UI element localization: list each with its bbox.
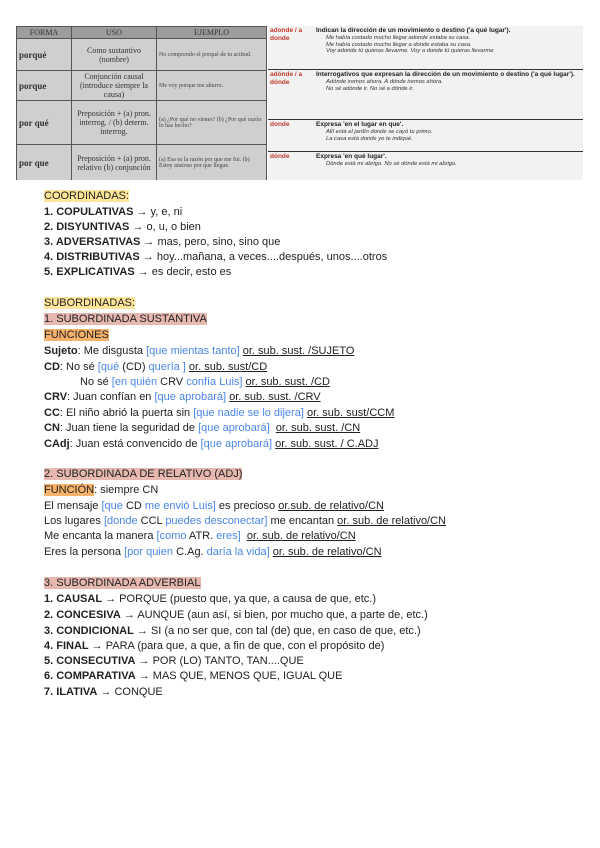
row-example: Me había costado mucho llegar adonde estaba su casa.	[326, 35, 471, 41]
text-segment: [en quién	[111, 376, 158, 388]
text-segment: 5. EXPLICATIVAS	[44, 266, 135, 278]
section-heading	[44, 313, 207, 325]
example-line	[44, 546, 382, 558]
text-segment: → POR (LO) TANTO, TAN....QUE	[135, 655, 304, 667]
text-segment: [donde	[103, 515, 138, 527]
text-segment: [que nadie se lo dijera]	[193, 407, 304, 419]
text-segment: 1. COPULATIVAS	[44, 206, 134, 218]
list-item	[44, 221, 201, 233]
text-segment: [qué	[97, 361, 120, 373]
text-segment: or. sub. sust/CCM	[306, 407, 395, 419]
text-segment: : siempre CN	[94, 484, 159, 496]
row-desc: Indican la dirección de un movimiento o destino ('a qué lugar').	[316, 27, 511, 34]
text-segment: → SI (a no ser que, con tal (de) que, en caso de que, etc.)	[133, 625, 421, 637]
example-line	[44, 407, 394, 419]
list-item	[44, 251, 387, 263]
list-item	[44, 609, 428, 621]
text-segment: 3. ADVERSATIVAS	[44, 236, 141, 248]
text-segment: 4. FINAL	[44, 640, 89, 652]
text-segment: CD	[44, 361, 60, 373]
text-segment: → MAS QUE, MENOS QUE, IGUAL QUE	[135, 670, 343, 682]
text-segment: quería ]	[148, 361, 186, 373]
text-segment: ATR.	[186, 530, 217, 542]
example-line	[44, 500, 384, 512]
row-key: adonde / a donde	[270, 27, 303, 42]
text-segment: 3. CONDICIONAL	[44, 625, 134, 637]
table-row	[268, 151, 583, 181]
header-ejemplo: EJEMPLO	[157, 27, 267, 39]
funcion-line	[44, 484, 158, 496]
example-line	[44, 438, 379, 450]
uso-cell: Conjunción causal (introduce siempre la causa)	[72, 71, 157, 101]
text-segment: [por quien	[124, 546, 174, 558]
text-segment: es precioso	[215, 500, 279, 512]
text-segment: [que mientas tanto]	[146, 345, 240, 357]
example-line	[80, 376, 330, 388]
text-segment: : Me disgusta	[77, 345, 147, 357]
text-segment: → PARA (para que, a que, a fin de que, con el propósito de)	[88, 640, 385, 652]
example-line	[44, 361, 267, 373]
text-segment: : Juan confían en	[67, 391, 155, 403]
text-segment: 7. ILATIVA	[44, 686, 98, 698]
text-segment: Sujeto	[44, 345, 78, 357]
row-key: donde	[270, 121, 290, 128]
text-segment: or.sub. de relativo/CN	[278, 500, 384, 512]
text-segment: → hoy...mañana, a veces....después, unos....otros	[139, 251, 388, 263]
uso-cell: Preposición + (a) pron. interrog. / (b) determ. interrog.	[72, 101, 157, 145]
table-row	[268, 26, 583, 68]
text-segment: : No sé	[59, 361, 98, 373]
row-example: Adónde iremos ahora. A dónde iremos ahora.	[326, 79, 443, 85]
text-segment: → AUNQUE (aun así, si bien, por mucho que, a parte de, etc.)	[120, 609, 428, 621]
text-segment: CAdj	[44, 438, 70, 450]
text-segment: Eres la persona	[44, 546, 125, 558]
text-segment: 6. COMPARATIVA	[44, 670, 136, 682]
section-heading	[44, 468, 242, 480]
row-desc: Expresa 'en el lugar en que'.	[316, 121, 404, 128]
text-segment: : El niño abrió la puerta sin	[59, 407, 194, 419]
table-row	[17, 71, 267, 101]
text-segment: [que aprobará]	[200, 438, 273, 450]
list-item	[44, 670, 342, 682]
row-key: dónde	[270, 153, 290, 160]
table-row	[17, 145, 267, 181]
text-segment: 2. DISYUNTIVAS	[44, 221, 130, 233]
text-segment: FUNCIÓN	[44, 484, 95, 496]
text-segment: or. sub. sust. /SUJETO	[242, 345, 355, 357]
text-segment: or. sub. de relativo/CN	[246, 530, 356, 542]
text-segment: [que aprobará]	[154, 391, 227, 403]
section-heading	[44, 577, 201, 589]
text-segment: → y, e, ni	[133, 206, 183, 218]
coordinadas-title	[44, 190, 129, 202]
text-segment: me envió Luis]	[144, 500, 216, 512]
text-segment: 2. SUBORDINADA DE RELATIVO (ADJ)	[44, 468, 243, 480]
list-item	[44, 236, 280, 248]
text-segment: or. sub. sust. / C.ADJ	[275, 438, 379, 450]
list-item	[44, 266, 231, 278]
row-key: adónde / a dónde	[270, 71, 303, 86]
porque-table-photo	[16, 26, 267, 180]
text-segment: C.Ag.	[173, 546, 207, 558]
text-segment: CCL	[137, 515, 166, 527]
forma-cell: por que	[17, 145, 72, 181]
text-segment: 1. CAUSAL	[44, 593, 103, 605]
adonde-table	[268, 26, 583, 180]
row-example: Dónde está mi abrigo. No sé dónde está mi abrigo.	[326, 161, 457, 167]
row-example: Allí está el jardín donde se cayó tu primo.	[326, 129, 433, 135]
text-segment: CRV	[157, 376, 187, 388]
list-item	[44, 655, 304, 667]
text-segment: puedes desconectar]	[165, 515, 268, 527]
text-segment: FUNCIONES	[44, 329, 109, 341]
text-segment: → es decir, esto es	[134, 266, 232, 278]
example-line	[44, 422, 360, 434]
text-segment: 5. CONSECUTIVA	[44, 655, 136, 667]
forma-cell: por qué	[17, 101, 72, 145]
list-item	[44, 206, 182, 218]
table-row	[268, 119, 583, 151]
ejemplo-cell: (a) ¿Por qué no vienes? (b) ¿Por qué razón lo has hecho?	[157, 101, 267, 145]
text-segment: (CD)	[119, 361, 149, 373]
text-segment: 2. CONCESIVA	[44, 609, 121, 621]
text-segment: : Juan está convencido de	[69, 438, 201, 450]
text-segment: CN	[44, 422, 60, 434]
text-segment: eres]	[216, 530, 241, 542]
text-segment: [que	[101, 500, 123, 512]
text-segment: → mas, pero, sino, sino que	[140, 236, 281, 248]
row-desc: Interrogativos que expresan la dirección de un movimiento o destino ('a qué lugar').	[316, 71, 575, 78]
text-segment: or. sub. sust. /CN	[275, 422, 361, 434]
text-segment: CD	[122, 500, 145, 512]
text-segment: or. sub. de relativo/CN	[337, 515, 447, 527]
text-segment: confía Luis]	[186, 376, 243, 388]
text-segment: 4. DISTRIBUTIVAS	[44, 251, 140, 263]
example-line	[44, 391, 321, 403]
reference-images	[16, 26, 583, 180]
text-segment: or. sub. sust/CD	[188, 361, 268, 373]
row-desc: Expresa 'en qué lugar'.	[316, 153, 387, 160]
table-row	[17, 101, 267, 145]
text-segment: [como	[156, 530, 187, 542]
table-row	[17, 39, 267, 71]
text-segment: 3. SUBORDINADA ADVERBIAL	[44, 577, 201, 589]
text-segment: Me encanta la manera	[44, 530, 157, 542]
uso-cell: Como sustantivo (nombre)	[72, 39, 157, 71]
row-example: La casa está donde yo te indiqué.	[326, 135, 413, 142]
text-segment: : Juan tiene la seguridad de	[59, 422, 199, 434]
text-segment: → CONQUE	[97, 686, 163, 698]
text-segment: → PORQUE (puesto que, ya que, a causa de que, etc.)	[102, 593, 376, 605]
porque-table	[16, 26, 267, 180]
text-segment: Los lugares	[44, 515, 104, 527]
ejemplo-cell: No comprendo el porqué de tu actitud.	[157, 39, 267, 71]
uso-cell: Preposición + (a) pron. relativo (b) conjunción	[72, 145, 157, 181]
funciones-label	[44, 329, 109, 341]
text-segment: or. sub. sust. /CRV	[229, 391, 321, 403]
header-forma: FORMA	[17, 27, 72, 39]
text-segment: → o, u, o bien	[129, 221, 201, 233]
text-segment: daría la vida]	[206, 546, 270, 558]
text-segment: COORDINADAS:	[44, 190, 129, 202]
text-segment: No sé	[80, 376, 112, 388]
ejemplo-cell: Me voy porque me aburro.	[157, 71, 267, 101]
list-item	[44, 593, 376, 605]
text-segment: SUBORDINADAS:	[44, 297, 136, 309]
example-line	[44, 530, 356, 542]
list-item	[44, 625, 421, 637]
example-line	[44, 515, 446, 527]
row-example: Voy adonde tú quieras llevarme. Voy a donde tú quieras llevarme	[326, 48, 494, 54]
list-item	[44, 640, 384, 652]
list-item	[44, 686, 163, 698]
example-line	[44, 345, 354, 357]
text-segment: 1. SUBORDINADA SUSTANTIVA	[44, 313, 207, 325]
table-row	[268, 69, 583, 118]
row-example: No sé adónde ir. No sé a dónde ir.	[326, 85, 414, 92]
text-segment: me encantan	[267, 515, 338, 527]
row-example: Me había costado mucho llegar a donde estaba su casa.	[326, 41, 472, 48]
text-segment: CRV	[44, 391, 68, 403]
subordinadas-title	[44, 297, 135, 309]
forma-cell: porqué	[17, 39, 72, 71]
text-segment: or. sub. de relativo/CN	[272, 546, 382, 558]
forma-cell: porque	[17, 71, 72, 101]
text-segment: El mensaje	[44, 500, 102, 512]
header-uso: USO	[72, 27, 157, 39]
ejemplo-cell: (a) Esa es la razón por que me fui. (b) Estoy ansioso por que llegue.	[157, 145, 267, 181]
text-segment: CC	[44, 407, 60, 419]
text-segment: or. sub. sust. /CD	[245, 376, 330, 388]
text-segment: [que aprobará]	[198, 422, 270, 434]
